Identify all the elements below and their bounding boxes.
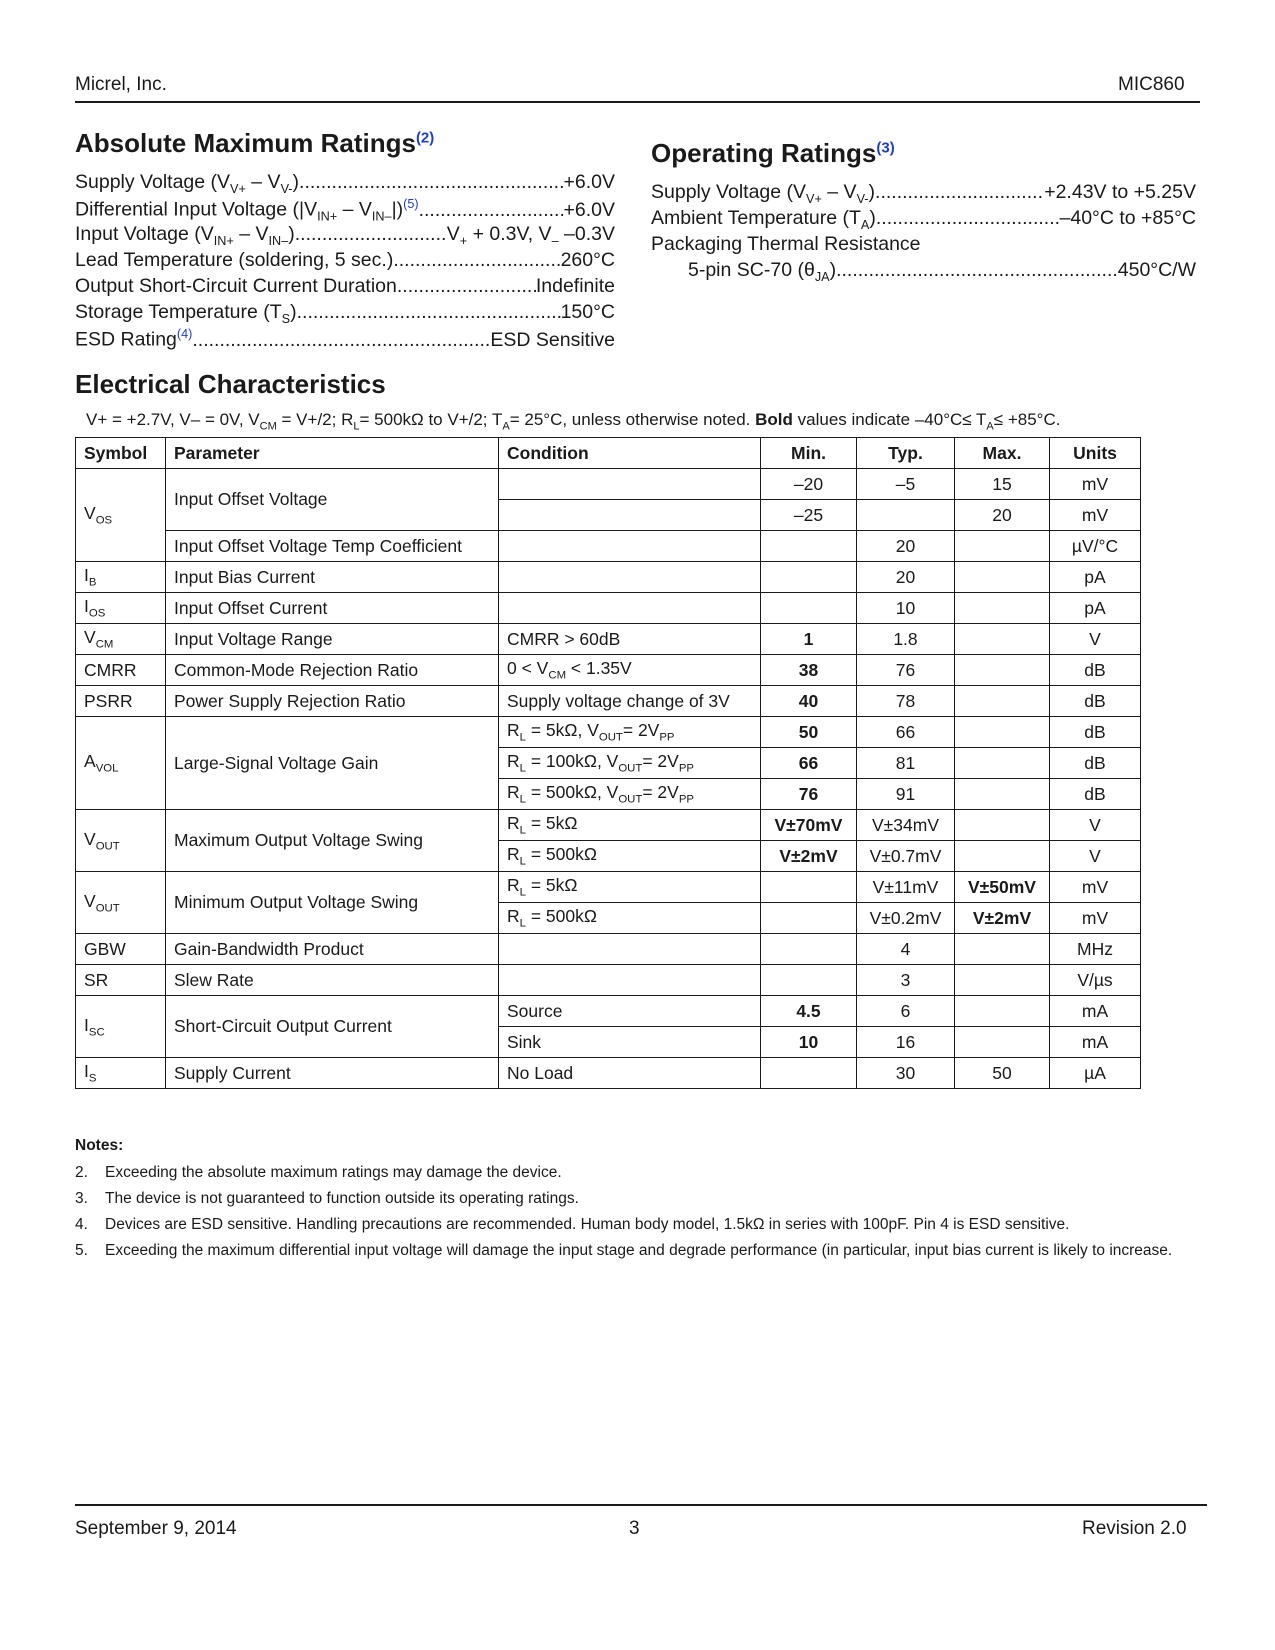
min-cell: V±2mV [761,841,857,872]
typ-cell: 20 [857,562,955,593]
max-cell [955,531,1050,562]
abs-max-item: Input Voltage $(V_{IN+} - V_{IN-})$ ..... $V_+ + 0.3V$, $V_-$ –0.3V [75,223,615,248]
units-cell: dB [1050,717,1141,748]
footer-revision: Revision 2.0 [1082,1518,1187,1539]
typ-cell: 10 [857,593,955,624]
parameter-cell: Slew Rate [166,965,499,996]
condition-cell: CMRR > 60dB [499,624,761,655]
condition-cell: $R_L = 500k\Omega$ [499,841,761,872]
table-row [76,810,1141,841]
condition-cell [499,531,761,562]
units-cell: mV [1050,469,1141,500]
min-cell [761,934,857,965]
min-cell [761,562,857,593]
electrical-characteristics-table [75,437,1141,1089]
min-cell: –20 [761,469,857,500]
condition-cell: No Load [499,1058,761,1089]
parameter-cell: Supply Current [166,1058,499,1089]
typ-cell: V±11mV [857,872,955,903]
condition-cell: $R_L = 5k\Omega$ [499,810,761,841]
table-row [76,872,1141,903]
units-cell: mV [1050,500,1141,531]
typ-cell: V±0.2mV [857,903,955,934]
note-item: 3. The device is not guaranteed to function outside its operating ratings. [75,1190,579,1207]
symbol-cell: $I_{SC}$ [76,996,166,1058]
notes-section [75,1137,1205,1267]
units-cell: pA [1050,593,1141,624]
min-cell: 4.5 [761,996,857,1027]
symbol-cell: CMRR [76,655,166,686]
condition-cell [499,469,761,500]
parameter-cell: Large-Signal Voltage Gain [166,717,499,810]
col-header: Condition [499,438,761,469]
symbol-cell: $I_B$ [76,562,166,593]
table-row [76,469,1141,500]
max-cell [955,655,1050,686]
parameter-cell: Input Bias Current [166,562,499,593]
units-cell: V [1050,810,1141,841]
header-part-number: MIC860 [1118,74,1185,95]
min-cell [761,965,857,996]
min-cell: 1 [761,624,857,655]
table-row [76,965,1141,996]
max-cell [955,965,1050,996]
max-cell [955,593,1050,624]
notes-title: Notes: [75,1137,124,1154]
min-cell: 38 [761,655,857,686]
max-cell [955,717,1050,748]
units-cell: V [1050,624,1141,655]
abs-max-item: Supply Voltage $(V_{V+} - V_{V-})$ ..... +6.0V [75,171,615,196]
condition-cell: Supply voltage change of 3V [499,686,761,717]
min-cell [761,531,857,562]
table-row [76,1058,1141,1089]
typ-cell: 6 [857,996,955,1027]
table-row [76,562,1141,593]
electrical-title: Electrical Characteristics [75,369,386,399]
typ-cell: 1.8 [857,624,955,655]
condition-cell [499,965,761,996]
parameter-cell: Input Offset Current [166,593,499,624]
symbol-cell: $V_{CM}$ [76,624,166,655]
typ-cell: V±34mV [857,810,955,841]
symbol-cell: PSRR [76,686,166,717]
table-row [76,531,1141,562]
ref-link[interactable]: (4) [176,327,193,341]
col-header: Units [1050,438,1141,469]
abs-max-item: Storage Temperature $(T_S)$ ..... 150°C [75,301,615,326]
condition-cell: Source [499,996,761,1027]
min-cell: 66 [761,748,857,779]
parameter-cell: Input Offset Voltage Temp Coefficient [166,531,499,562]
col-header: Symbol [76,438,166,469]
units-cell: mA [1050,1027,1141,1058]
abs-max-item: Differential Input Voltage $(|V_{IN+} - V_{IN-}|)^{(5)}$ ..... +6.0V [75,197,615,223]
max-cell [955,1027,1050,1058]
units-cell: dB [1050,779,1141,810]
typ-cell: 16 [857,1027,955,1058]
test-conditions: V+ = +2.7V, V– = 0V, $V_{CM} = V+/2$; $R_L= 500k\Omega$ to V+/2; $T_A= 25^\circ C$, unless otherwise noted. Bold values indicate $-40^\circ C\le T_A\le +85^\circ C$. [86,410,1061,433]
min-cell: 10 [761,1027,857,1058]
col-header: Min. [761,438,857,469]
max-cell [955,934,1050,965]
units-cell: V/µs [1050,965,1141,996]
note-item: 2. Exceeding the absolute maximum ratings may damage the device. [75,1164,562,1181]
ref-link[interactable]: (5) [403,197,419,211]
units-cell: µA [1050,1058,1141,1089]
header-rule [75,101,1200,103]
symbol-cell: $I_{OS}$ [76,593,166,624]
symbol-cell: SR [76,965,166,996]
note-item: 5. Exceeding the maximum differential input voltage will damage the input stage and degrade performance (in particular, input bias current is likely to increase. [75,1242,1173,1259]
footer-date: September 9, 2014 [75,1518,237,1539]
op-rating-item: Packaging Thermal Resistance [651,233,921,255]
units-cell: V [1050,841,1141,872]
table-row [76,996,1141,1027]
op-ratings-title: Operating Ratings$^{(3)}$ [651,138,895,168]
typ-cell: –5 [857,469,955,500]
symbol-cell: $I_S$ [76,1058,166,1089]
table-row [76,593,1141,624]
units-cell: dB [1050,686,1141,717]
footer-page-number: 3 [629,1518,640,1539]
max-cell [955,562,1050,593]
max-cell [955,810,1050,841]
units-cell: pA [1050,562,1141,593]
symbol-cell: $V_{OS}$ [76,469,166,562]
ref-link[interactable]: (3) [876,139,895,157]
max-cell [955,624,1050,655]
typ-cell: 76 [857,655,955,686]
abs-max-item: Output Short-Circuit Current Duration ..... Indefinite [75,275,615,298]
symbol-cell: $A_{VOL}$ [76,717,166,810]
units-cell: µV/°C [1050,531,1141,562]
max-cell: 15 [955,469,1050,500]
op-rating-item: 5-pin SC-70 $(\theta_{JA})$ ..... 450°C/W [688,259,1196,284]
min-cell: –25 [761,500,857,531]
typ-cell: V±0.7mV [857,841,955,872]
max-cell: V±2mV [955,903,1050,934]
ref-link[interactable]: (2) [415,129,435,147]
abs-max-title: Absolute Maximum Ratings$^{(2)}$ [75,128,435,158]
units-cell: MHz [1050,934,1141,965]
col-header: Max. [955,438,1050,469]
parameter-cell: Common-Mode Rejection Ratio [166,655,499,686]
condition-cell [499,934,761,965]
units-cell: mV [1050,903,1141,934]
typ-cell: 66 [857,717,955,748]
col-header: Typ. [857,438,955,469]
parameter-cell: Input Offset Voltage [166,469,499,531]
min-cell: 50 [761,717,857,748]
table-header-row [76,438,1141,469]
condition-cell [499,562,761,593]
max-cell [955,779,1050,810]
symbol-cell: GBW [76,934,166,965]
condition-cell: $R_L = 5k\Omega$ [499,872,761,903]
symbol-cell: $V_{OUT}$ [76,872,166,934]
typ-cell: 3 [857,965,955,996]
min-cell: 76 [761,779,857,810]
min-cell: 40 [761,686,857,717]
header-company: Micrel, Inc. [75,74,167,95]
condition-cell: $R_L = 100k\Omega$, $V_{OUT}= 2V_{PP}$ [499,748,761,779]
typ-cell: 81 [857,748,955,779]
parameter-cell: Gain-Bandwidth Product [166,934,499,965]
parameter-cell: Short-Circuit Output Current [166,996,499,1058]
abs-max-item: Lead Temperature (soldering, 5 sec.) ..... 260°C [75,249,615,272]
typ-cell: 30 [857,1058,955,1089]
min-cell [761,1058,857,1089]
condition-cell [499,500,761,531]
max-cell [955,841,1050,872]
typ-cell: 91 [857,779,955,810]
max-cell [955,996,1050,1027]
typ-cell: 20 [857,531,955,562]
condition-cell: $R_L = 500k\Omega$ [499,903,761,934]
units-cell: mV [1050,872,1141,903]
col-header: Parameter [166,438,499,469]
max-cell [955,686,1050,717]
min-cell: V±70mV [761,810,857,841]
condition-cell: $0 < V_{CM} < 1.35V$ [499,655,761,686]
condition-cell: Sink [499,1027,761,1058]
note-item: 4. Devices are ESD sensitive. Handling precautions are recommended. Human body model, 1.5kΩ in series with 100pF. Pin 4 is ESD sensitive. [75,1216,1070,1233]
table-row [76,624,1141,655]
condition-cell: $R_L = 500k\Omega$, $V_{OUT}= 2V_{PP}$ [499,779,761,810]
min-cell [761,903,857,934]
abs-max-item: ESD Rating$^{(4)}$ ..... ESD Sensitive [75,327,615,352]
parameter-cell: Maximum Output Voltage Swing [166,810,499,872]
op-rating-item: Ambient Temperature $(T_A)$ ..... –40°C to +85°C [651,207,1196,232]
min-cell [761,593,857,624]
max-cell: V±50mV [955,872,1050,903]
typ-cell: 78 [857,686,955,717]
max-cell [955,748,1050,779]
table-row [76,655,1141,686]
table-row [76,717,1141,748]
max-cell: 20 [955,500,1050,531]
footer-rule [75,1504,1207,1506]
condition-cell [499,593,761,624]
parameter-cell: Minimum Output Voltage Swing [166,872,499,934]
symbol-cell: $V_{OUT}$ [76,810,166,872]
typ-cell [857,500,955,531]
max-cell: 50 [955,1058,1050,1089]
parameter-cell: Power Supply Rejection Ratio [166,686,499,717]
units-cell: dB [1050,655,1141,686]
op-rating-item: Supply Voltage $(V_{V+} - V_{V-})$ ..... +2.43V to +5.25V [651,181,1196,206]
condition-cell: $R_L = 5k\Omega$, $V_{OUT}= 2V_{PP}$ [499,717,761,748]
units-cell: mA [1050,996,1141,1027]
units-cell: dB [1050,748,1141,779]
parameter-cell: Input Voltage Range [166,624,499,655]
typ-cell: 4 [857,934,955,965]
table-row [76,686,1141,717]
table-row [76,934,1141,965]
min-cell [761,872,857,903]
